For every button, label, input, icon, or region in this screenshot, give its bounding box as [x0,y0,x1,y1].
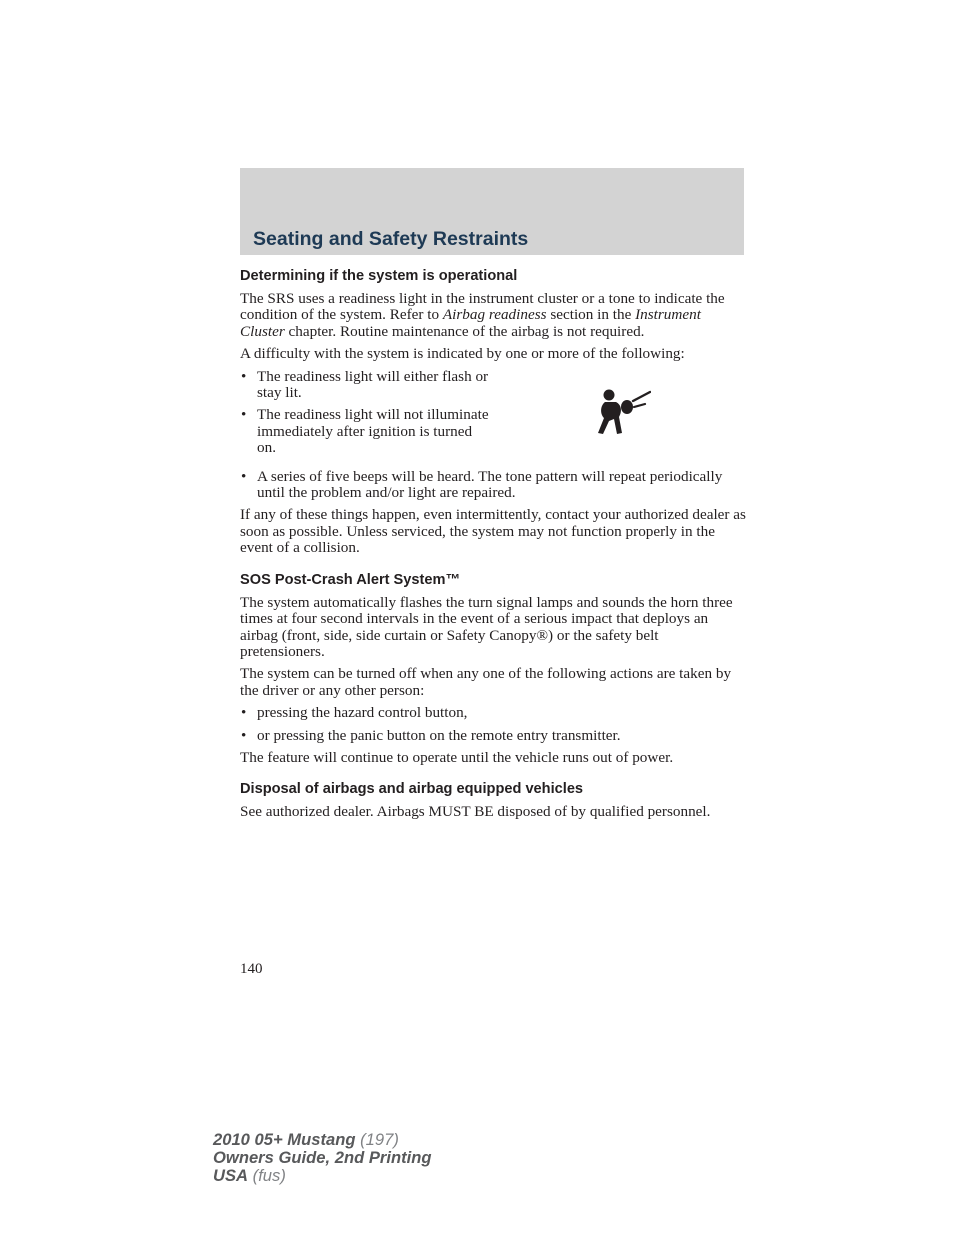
document-footer [213,1131,432,1185]
paragraph-sos-power: The feature will continue to operate until the vehicle runs out of power. [240,748,674,766]
heading-sos-post-crash: SOS Post-Crash Alert System™ [240,571,461,588]
section-header-band [240,168,744,255]
list-item: • A series of five beeps will be heard. The tone pattern will repeat periodically until the problem and/or light are repaired. [241,467,723,502]
list-item: • The readiness light will either flash or stay lit. [241,367,489,402]
list-item: • or pressing the panic button on the remote entry transmitter. [241,726,621,744]
paragraph-contact-dealer: If any of these things happen, even intermittently, contact your authorized dealer as soon as possible. Unless serviced, the system may not function properly in the event of a collision. [240,506,746,557]
bullets-with-icon [240,369,746,469]
footer-market-code: (fus) [252,1166,286,1185]
paragraph-difficulty: A difficulty with the system is indicated by one or more of the following: [240,345,685,363]
footer-guide-edition: Owners Guide, 2nd Printing [213,1148,432,1167]
bullet-list-beeps [240,469,746,502]
footer-model: 2010 05+ Mustang [213,1130,356,1149]
section-title: Seating and Safety Restraints [253,228,529,250]
bullet-list-turn-off-actions [240,705,746,744]
paragraph-sos-turn-off: The system can be turned off when any one of the following actions are taken by the driver or any other person: [240,665,732,699]
paragraph-sos-description: The system automatically flashes the turn signal lamps and sounds the horn three times at four second intervals in the event of a serious impact that deploys an airbag (front, side, side curtain or Safety Canopy®) or the safety belt pretensioners. [240,593,733,660]
heading-system-operational: Determining if the system is operational [240,268,518,284]
paragraph-srs-readiness: The SRS uses a readiness light in the instrument cluster or a tone to indicate the condition of the system. Refer to Airbag readiness section in the Instrument Cluster chapter. Routine maintenance of the airbag is not required. [240,290,725,340]
paragraph-disposal: See authorized dealer. Airbags MUST BE disposed of by qualified personnel. [240,803,711,821]
list-item: • The readiness light will not illuminate immediately after ignition is turned on. [241,406,489,457]
page-content [240,266,746,827]
airbag-warning-icon [595,387,651,437]
heading-airbag-disposal: Disposal of airbags and airbag equipped vehicles [240,781,584,798]
reference-airbag-readiness: Airbag readiness [442,306,547,324]
page-number: 140 [240,961,263,977]
bullet-list-readiness [240,369,490,463]
footer-market: USA [213,1166,249,1185]
footer-model-code: (197) [360,1130,399,1149]
list-item: • pressing the hazard control button, [241,704,468,722]
reference-instrument-cluster: Instrument Cluster [240,306,701,340]
